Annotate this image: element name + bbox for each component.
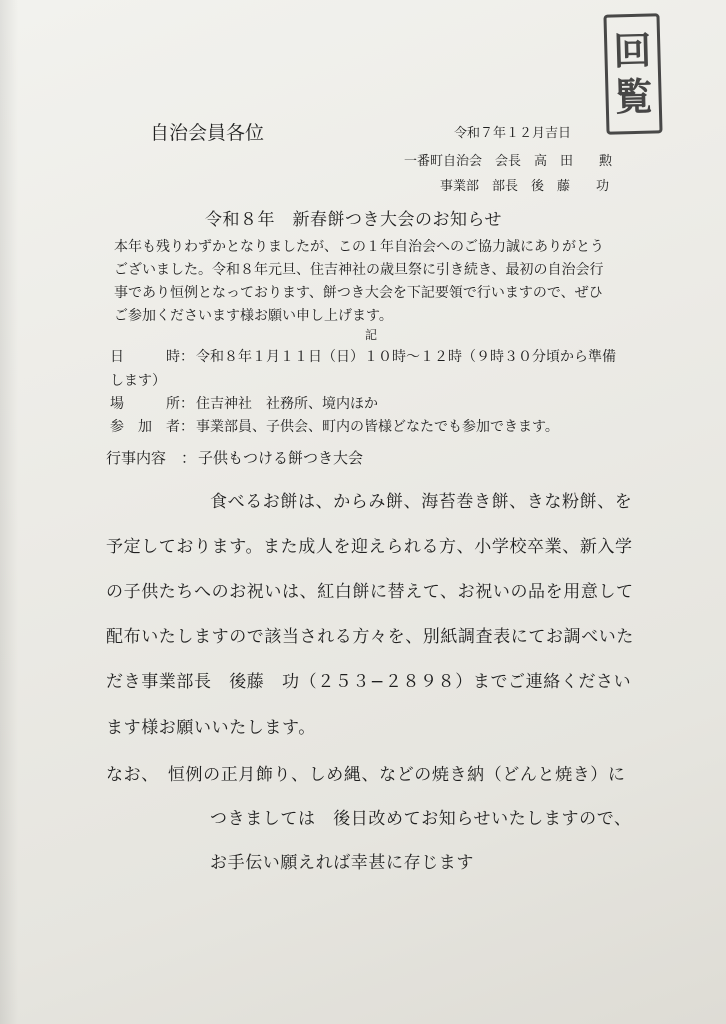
sender-line-1: 一番町自治会 会長 高 田 勲 [404,154,613,169]
intro-line: ございました。令和８年元旦、住吉神社の歳旦祭に引き続き、最初の自治会行 [114,262,604,278]
body-line: 食べるお餅は、からみ餅、海苔巻き餅、きな粉餅、を [210,492,633,512]
intro-line: 本年も残りわずかとなりましたが、この１年自治会へのご協力誠にありがとう [114,239,604,255]
intro-line: 事であり恒例となっております、餅つき大会を下記要領で行いますので、ぜひ [114,285,603,301]
datetime-label: 日 時： [110,349,194,365]
body-line: だき事業部長 後藤 功（２５３−２８９８）までご連絡ください [106,672,632,692]
participants-value: 事業部員、子供会、町内の皆様どなたでも参加できます。 [196,419,559,435]
notice-title: 令和８年 新春餅つき大会のお知らせ [205,210,502,230]
body-line: つきましては 後日改めてお知らせいたしますので、 [210,809,632,829]
page-shadow [0,0,18,1024]
ki-heading: 記 [365,328,378,342]
datetime-value: 令和８年１月１１日（日）１０時〜１２時（９時３０分頃から準備 [196,349,616,365]
body-line: なお、 恒例の正月飾り、しめ縄、などの焼き納（どんと焼き）に [106,765,626,785]
stamp-char-2: 覧 [614,74,654,120]
participants-label: 参 加 者： [110,419,194,435]
body-line: お手伝い願えれば幸甚に存じます [210,853,474,873]
stamp-char-1: 回 [612,28,652,74]
place-value: 住吉神社 社務所、境内ほか [196,396,378,412]
body-line: 配布いたしますので該当される方々を、別紙調査表にてお調べいた [106,627,634,647]
circulation-stamp [603,13,662,134]
issue-date: 令和７年１２月吉日 [454,126,572,141]
place-label: 場 所： [110,396,194,412]
intro-line: ご参加くださいます様お願い申し上げます。 [114,308,393,324]
body-line: 予定しております。また成人を迎えられる方、小学校卒業、新入学 [106,537,633,557]
event-value: 子供もつける餅つき大会 [198,449,364,467]
sender-line-2: 事業部 部長 後 藤 功 [440,179,610,194]
intro-paragraph [114,236,634,328]
body-line: の子供たちへのお祝いは、紅白餅に替えて、お祝いの品を用意して [106,582,634,602]
datetime-value-cont: します） [110,373,166,389]
event-label: 行事内容 ： [106,449,197,467]
body-line: ます様お願いいたします。 [106,718,316,738]
addressee: 自治会員各位 [150,122,265,144]
